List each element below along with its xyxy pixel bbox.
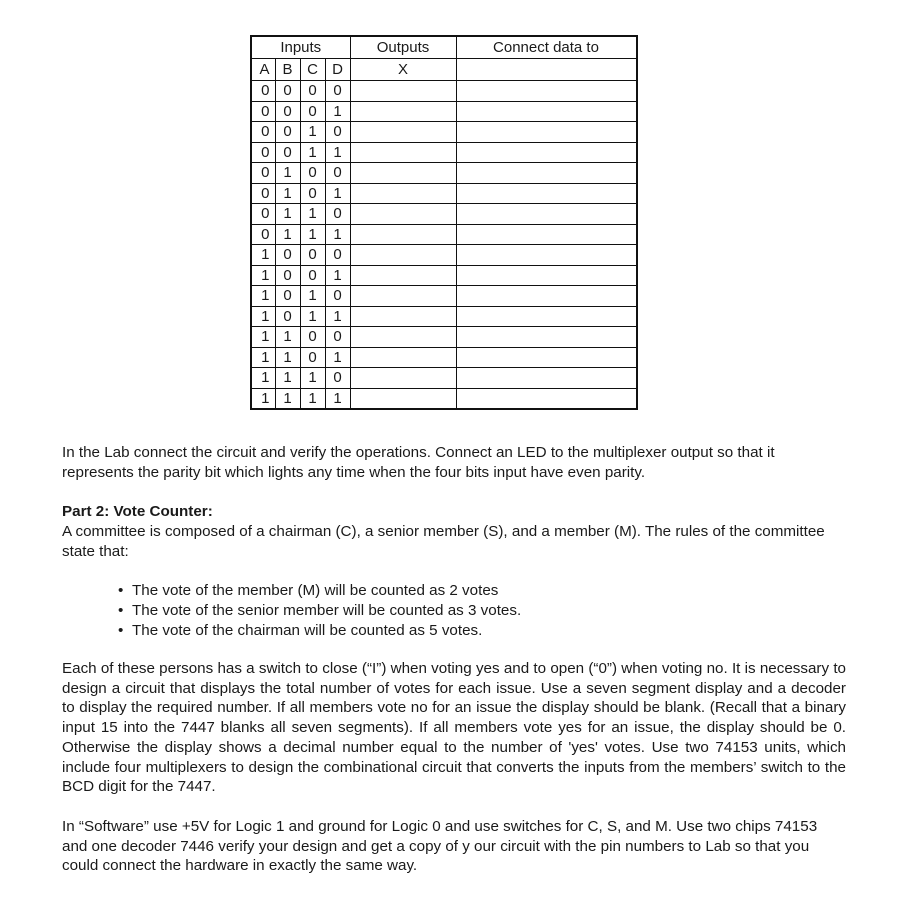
col-c: C bbox=[300, 59, 325, 81]
cell-c: 0 bbox=[300, 163, 325, 184]
cell-a: 0 bbox=[251, 204, 275, 225]
cell-d: 1 bbox=[325, 388, 350, 409]
cell-connect bbox=[456, 306, 637, 327]
cell-c: 0 bbox=[300, 245, 325, 266]
cell-connect bbox=[456, 347, 637, 368]
table-row bbox=[251, 286, 637, 307]
col-connect bbox=[456, 59, 637, 81]
cell-output bbox=[350, 368, 456, 389]
col-d: D bbox=[325, 59, 350, 81]
cell-d: 0 bbox=[325, 368, 350, 389]
cell-a: 0 bbox=[251, 122, 275, 143]
table-row bbox=[251, 183, 637, 204]
cell-connect bbox=[456, 163, 637, 184]
part2-intro: A committee is composed of a chairman (C), a senior member (S), and a member (M). The rules of the committee state that: bbox=[62, 523, 825, 560]
cell-c: 1 bbox=[300, 286, 325, 307]
cell-output bbox=[350, 306, 456, 327]
cell-c: 0 bbox=[300, 183, 325, 204]
cell-output bbox=[350, 204, 456, 225]
col-b: B bbox=[275, 59, 300, 81]
cell-connect bbox=[456, 122, 637, 143]
table-subheader-row bbox=[251, 59, 637, 81]
cell-c: 0 bbox=[300, 81, 325, 102]
cell-b: 0 bbox=[275, 245, 300, 266]
truth-table bbox=[250, 35, 638, 410]
cell-a: 0 bbox=[251, 163, 275, 184]
table-row bbox=[251, 142, 637, 163]
header-connect-data: Connect data to bbox=[456, 36, 637, 59]
cell-output bbox=[350, 122, 456, 143]
cell-b: 0 bbox=[275, 101, 300, 122]
cell-b: 1 bbox=[275, 347, 300, 368]
table-row bbox=[251, 388, 637, 409]
cell-b: 0 bbox=[275, 286, 300, 307]
cell-a: 1 bbox=[251, 388, 275, 409]
cell-d: 0 bbox=[325, 81, 350, 102]
cell-output bbox=[350, 224, 456, 245]
cell-d: 1 bbox=[325, 347, 350, 368]
cell-connect bbox=[456, 245, 637, 266]
cell-d: 1 bbox=[325, 142, 350, 163]
cell-c: 1 bbox=[300, 142, 325, 163]
table-row bbox=[251, 101, 637, 122]
cell-connect bbox=[456, 101, 637, 122]
cell-output bbox=[350, 245, 456, 266]
cell-connect bbox=[456, 142, 637, 163]
header-outputs: Outputs bbox=[350, 36, 456, 59]
cell-b: 1 bbox=[275, 327, 300, 348]
part2-body: Each of these persons has a switch to close (“I”) when voting yes and to open (“0”) when voting no. It is necessary to design a circuit that displays the total number of votes for each issue. Use a seven segment display and a decoder to display the required number. If all members vote no for an issue the display should be blank. (Recall that a binary input 15 into the 7447 blanks all seven segments). If all members vote yes for an issue, the display should be 0. Otherwise the display shows a decimal number equal to the number of 'yes' votes. Use two 74153 units, which include four multiplexers to design the combinational circuit that converts the inputs from the members’ switch to the BCD digit for the 7447. bbox=[62, 660, 846, 796]
cell-c: 0 bbox=[300, 101, 325, 122]
header-inputs: Inputs bbox=[251, 36, 350, 59]
cell-connect bbox=[456, 368, 637, 389]
cell-connect bbox=[456, 224, 637, 245]
cell-output bbox=[350, 183, 456, 204]
cell-a: 0 bbox=[251, 142, 275, 163]
cell-b: 0 bbox=[275, 306, 300, 327]
cell-b: 0 bbox=[275, 265, 300, 286]
cell-output bbox=[350, 388, 456, 409]
cell-connect bbox=[456, 183, 637, 204]
cell-c: 1 bbox=[300, 224, 325, 245]
cell-d: 1 bbox=[325, 224, 350, 245]
cell-a: 1 bbox=[251, 265, 275, 286]
list-item: • The vote of the member (M) will be counted as 2 votes bbox=[118, 581, 521, 601]
cell-d: 1 bbox=[325, 265, 350, 286]
cell-connect bbox=[456, 204, 637, 225]
cell-b: 1 bbox=[275, 204, 300, 225]
cell-c: 1 bbox=[300, 204, 325, 225]
cell-output bbox=[350, 265, 456, 286]
cell-connect bbox=[456, 265, 637, 286]
cell-b: 1 bbox=[275, 368, 300, 389]
table-row bbox=[251, 306, 637, 327]
table-row bbox=[251, 368, 637, 389]
cell-c: 1 bbox=[300, 388, 325, 409]
cell-output bbox=[350, 286, 456, 307]
cell-connect bbox=[456, 286, 637, 307]
cell-b: 1 bbox=[275, 183, 300, 204]
cell-d: 1 bbox=[325, 183, 350, 204]
cell-connect bbox=[456, 327, 637, 348]
table-row bbox=[251, 122, 637, 143]
cell-output bbox=[350, 142, 456, 163]
table-row bbox=[251, 245, 637, 266]
cell-connect bbox=[456, 388, 637, 409]
cell-d: 0 bbox=[325, 204, 350, 225]
cell-c: 1 bbox=[300, 368, 325, 389]
cell-b: 0 bbox=[275, 81, 300, 102]
cell-a: 1 bbox=[251, 286, 275, 307]
cell-a: 1 bbox=[251, 327, 275, 348]
cell-a: 0 bbox=[251, 81, 275, 102]
cell-d: 0 bbox=[325, 327, 350, 348]
list-item: • The vote of the senior member will be counted as 3 votes. bbox=[118, 601, 521, 621]
table-row bbox=[251, 163, 637, 184]
cell-output bbox=[350, 101, 456, 122]
software-paragraph: In “Software” use +5V for Logic 1 and ground for Logic 0 and use switches for C, S, and M. Use two chips 74153 and one decoder 7446 verify your design and get a copy of y our circuit with the pin numbers to Lab so that you could connect the hardware in exactly the same way. bbox=[62, 818, 818, 875]
table-row bbox=[251, 265, 637, 286]
table-row bbox=[251, 81, 637, 102]
cell-a: 1 bbox=[251, 306, 275, 327]
table-row bbox=[251, 224, 637, 245]
cell-c: 0 bbox=[300, 265, 325, 286]
cell-output bbox=[350, 163, 456, 184]
cell-a: 0 bbox=[251, 224, 275, 245]
cell-b: 1 bbox=[275, 163, 300, 184]
col-a: A bbox=[251, 59, 275, 81]
cell-a: 0 bbox=[251, 101, 275, 122]
cell-b: 1 bbox=[275, 224, 300, 245]
cell-d: 0 bbox=[325, 286, 350, 307]
cell-c: 0 bbox=[300, 327, 325, 348]
list-item: • The vote of the chairman will be counted as 5 votes. bbox=[118, 621, 521, 641]
table-row bbox=[251, 327, 637, 348]
table-row bbox=[251, 204, 637, 225]
cell-d: 1 bbox=[325, 306, 350, 327]
cell-a: 1 bbox=[251, 245, 275, 266]
cell-d: 0 bbox=[325, 245, 350, 266]
part2-title: Part 2: Vote Counter: bbox=[62, 503, 213, 520]
cell-a: 1 bbox=[251, 347, 275, 368]
cell-c: 1 bbox=[300, 306, 325, 327]
cell-output bbox=[350, 327, 456, 348]
cell-output bbox=[350, 81, 456, 102]
cell-connect bbox=[456, 81, 637, 102]
cell-b: 0 bbox=[275, 122, 300, 143]
lab-paragraph: In the Lab connect the circuit and verify the operations. Connect an LED to the multiplexer output so that it represents the parity bit which lights any time when the four bits input have even parity. bbox=[62, 444, 775, 481]
cell-d: 1 bbox=[325, 101, 350, 122]
cell-c: 0 bbox=[300, 347, 325, 368]
cell-output bbox=[350, 347, 456, 368]
cell-b: 1 bbox=[275, 388, 300, 409]
cell-d: 0 bbox=[325, 163, 350, 184]
cell-a: 0 bbox=[251, 183, 275, 204]
vote-rules-list bbox=[118, 581, 521, 640]
table-row bbox=[251, 347, 637, 368]
cell-b: 0 bbox=[275, 142, 300, 163]
table-header-row bbox=[251, 36, 637, 59]
cell-c: 1 bbox=[300, 122, 325, 143]
cell-d: 0 bbox=[325, 122, 350, 143]
cell-a: 1 bbox=[251, 368, 275, 389]
col-x: X bbox=[350, 59, 456, 81]
